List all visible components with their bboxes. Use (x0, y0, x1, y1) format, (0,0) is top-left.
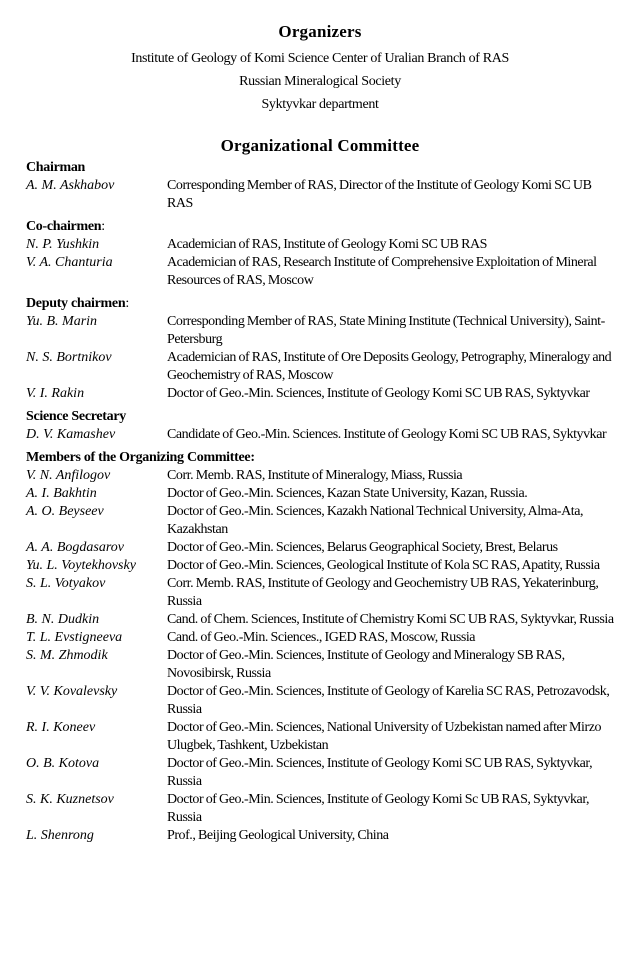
section-title-colon: : (101, 219, 105, 234)
member-description: Cand. of Chem. Sciences, Institute of Chemistry Komi SC UB RAS, Syktyvkar, Russia (167, 612, 614, 627)
section-title (26, 408, 626, 426)
member-name: V. A. Chanturia (26, 255, 113, 270)
member-name: N. P. Yushkin (26, 237, 100, 252)
member-description: Doctor of Geo.-Min. Sciences, Institute of Geology and Mineralogy SB RAS, Novosibirsk, Russia (167, 648, 565, 681)
member-row (26, 485, 626, 503)
member-row (26, 683, 626, 719)
member-name: T. L. Evstigneeva (26, 630, 123, 645)
section-title (26, 159, 626, 177)
member-name: D. V. Kamashev (26, 427, 116, 442)
member-name: V. I. Rakin (26, 386, 85, 401)
member-row (26, 177, 626, 213)
section-chairman (26, 159, 626, 213)
member-row (26, 349, 626, 385)
member-description: Candidate of Geo.-Min. Sciences. Institute of Geology Komi SC UB RAS, Syktyvkar (167, 427, 607, 442)
member-row (26, 755, 626, 791)
section-members (26, 449, 626, 845)
member-name: A. A. Bogdasarov (26, 540, 124, 555)
member-row (26, 313, 626, 349)
member-name: A. I. Bakhtin (26, 486, 97, 501)
member-description: Academician of RAS, Institute of Ore Deposits Geology, Petrography, Mineralogy and Geochemistry of RAS, Moscow (167, 350, 612, 383)
member-row (26, 827, 626, 845)
organizer-line: Institute of Geology of Komi Science Center of Uralian Branch of RAS (131, 51, 509, 66)
member-description: Doctor of Geo.-Min. Sciences, National University of Uzbekistan named after Mirzo Ulugbek, Tashkent, Uzbekistan (167, 720, 602, 753)
section-title-text: Science Secretary (26, 409, 126, 424)
organizer-line: Russian Mineralogical Society (239, 74, 401, 89)
member-name: V. N. Anfilogov (26, 468, 111, 483)
section-title-colon: : (125, 296, 129, 311)
member-name: N. S. Bortnikov (26, 350, 112, 365)
section-title (26, 449, 626, 467)
member-row (26, 503, 626, 539)
member-description: Doctor of Geo.-Min. Sciences, Institute of Geology Komi SC UB RAS, Syktyvkar, Russia (167, 756, 593, 789)
organizers-heading: Organizers (278, 22, 362, 41)
member-description: Doctor of Geo.-Min. Sciences, Institute of Geology Komi SC UB RAS, Syktyvkar (167, 386, 590, 401)
member-name: B. N. Dudkin (26, 612, 100, 627)
section-deputy-chairmen (26, 295, 626, 403)
member-description: Doctor of Geo.-Min. Sciences, Institute of Geology Komi Sc UB RAS, Syktyvkar, Russia (167, 792, 590, 825)
member-row (26, 611, 626, 629)
member-name: S. K. Kuznetsov (26, 792, 114, 807)
member-row (26, 385, 626, 403)
member-name: R. I. Koneev (26, 720, 96, 735)
member-description: Cand. of Geo.-Min. Sciences., IGED RAS, Moscow, Russia (167, 630, 476, 645)
member-name: A. O. Beyseev (26, 504, 104, 519)
member-name: O. B. Kotova (26, 756, 100, 771)
member-name: S. L. Votyakov (26, 576, 106, 591)
member-row (26, 254, 626, 290)
member-row (26, 426, 626, 444)
member-name: Yu. B. Marin (26, 314, 98, 329)
member-name: S. M. Zhmodik (26, 648, 108, 663)
member-row (26, 557, 626, 575)
member-row (26, 236, 626, 254)
member-row (26, 575, 626, 611)
member-description: Corresponding Member of RAS, State Mining Institute (Technical University), Saint-Petersburg (167, 314, 605, 347)
member-name: A. M. Askhabov (26, 178, 115, 193)
member-description: Corr. Memb. RAS, Institute of Geology and Geochemistry UB RAS, Yekaterinburg, Russia (167, 576, 599, 609)
member-description: Doctor of Geo.-Min. Sciences, Institute of Geology of Karelia SC RAS, Petrozavodsk, Russia (167, 684, 610, 717)
member-name: L. Shenrong (26, 828, 94, 843)
member-row (26, 791, 626, 827)
member-name: Yu. L. Voytekhovsky (26, 558, 136, 573)
member-row (26, 467, 626, 485)
section-co-chairmen (26, 218, 626, 290)
section-title-text: Co-chairmen (26, 219, 102, 234)
member-row (26, 719, 626, 755)
organizer-line: Syktyvkar department (261, 97, 379, 112)
section-title-text: Deputy chairmen (26, 296, 126, 311)
member-description: Doctor of Geo.-Min. Sciences, Kazakh National Technical University, Alma-Ata, Kazakhstan (167, 504, 584, 537)
committee-list (26, 159, 626, 845)
section-title (26, 295, 626, 313)
member-row (26, 629, 626, 647)
member-row (26, 647, 626, 683)
member-description: Prof., Beijing Geological University, China (167, 828, 389, 843)
member-description: Academician of RAS, Institute of Geology Komi SC UB RAS (167, 237, 487, 252)
member-description: Corr. Memb. RAS, Institute of Mineralogy, Miass, Russia (167, 468, 463, 483)
section-title-text: Chairman (26, 160, 86, 175)
member-description: Corresponding Member of RAS, Director of the Institute of Geology Komi SC UB RAS (167, 178, 592, 211)
member-row (26, 539, 626, 557)
section-title-text: Members of the Organizing Committee: (26, 450, 255, 465)
member-description: Doctor of Geo.-Min. Sciences, Belarus Geographical Society, Brest, Belarus (167, 540, 558, 555)
committee-heading: Organizational Committee (220, 136, 420, 155)
member-name: V. V. Kovalevsky (26, 684, 118, 699)
member-description: Academician of RAS, Research Institute of Comprehensive Exploitation of Mineral Resources of RAS, Moscow (167, 255, 597, 288)
section-title (26, 218, 626, 236)
section-science-secretary (26, 408, 626, 444)
member-description: Doctor of Geo.-Min. Sciences, Geological Institute of Kola SC RAS, Apatity, Russia (167, 558, 600, 573)
member-description: Doctor of Geo.-Min. Sciences, Kazan State University, Kazan, Russia. (167, 486, 528, 501)
